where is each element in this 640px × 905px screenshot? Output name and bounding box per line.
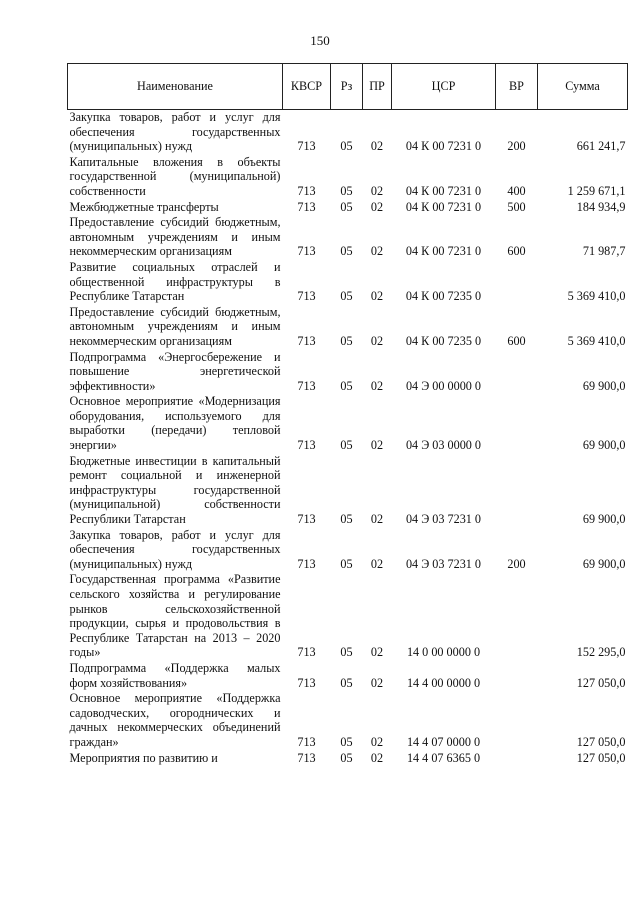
row-rz: 05 — [340, 183, 353, 198]
table-row — [68, 661, 628, 691]
row-name: Основное мероприятие «Модернизация оборудования, используемого для выработки (передачи) тепловой энергии» — [69, 394, 281, 453]
table-row — [68, 155, 628, 200]
row-name: Основное мероприятие «Поддержка садоводческих, огороднических и дачных некоммерческих объединений граждан» — [69, 691, 281, 749]
row-name: Предоставление субсидий бюджетным, автономным учреждениям и иным некоммерческим организациям — [69, 215, 281, 259]
table-row — [68, 260, 628, 305]
row-rz: 05 — [340, 244, 353, 259]
table-header — [68, 64, 628, 110]
row-vr: 600 — [507, 333, 526, 348]
row-kvsr: 713 — [297, 199, 316, 214]
table-row — [68, 200, 628, 216]
row-csr: 04 Э 00 0000 0 — [405, 378, 482, 393]
row-csr: 14 4 00 0000 0 — [406, 675, 481, 690]
header-kvsr: КВСР — [283, 64, 331, 110]
row-vr: 200 — [507, 556, 526, 571]
row-sum: 69 900,0 — [582, 556, 626, 571]
row-kvsr: 713 — [297, 139, 316, 154]
row-sum: 184 934,9 — [576, 199, 626, 214]
row-pr: 02 — [370, 734, 384, 749]
row-csr: 14 4 07 0000 0 — [406, 734, 481, 749]
row-pr: 02 — [370, 333, 384, 348]
row-kvsr: 713 — [297, 734, 316, 749]
row-csr: 04 Э 03 7231 0 — [405, 512, 482, 527]
row-vr — [496, 751, 538, 767]
row-sum: 5 369 410,0 — [567, 289, 626, 304]
row-rz: 05 — [340, 289, 353, 304]
table-row — [68, 350, 628, 395]
row-vr — [496, 572, 538, 661]
row-vr: 200 — [507, 139, 526, 154]
row-kvsr: 713 — [297, 645, 316, 660]
row-csr: 04 К 00 7235 0 — [405, 289, 482, 304]
row-kvsr: 713 — [297, 244, 316, 259]
row-csr: 04 Э 03 0000 0 — [405, 438, 482, 453]
row-name: Мероприятия по развитию и — [69, 750, 218, 765]
row-csr: 04 К 00 7231 0 — [405, 199, 482, 214]
row-sum: 5 369 410,0 — [567, 333, 626, 348]
table-row — [68, 454, 628, 528]
row-sum: 71 987,7 — [582, 244, 626, 259]
row-pr: 02 — [370, 244, 384, 259]
table-row — [68, 691, 628, 750]
row-kvsr: 713 — [297, 378, 316, 393]
row-csr: 04 К 00 7235 0 — [405, 333, 482, 348]
table-body — [68, 110, 628, 767]
row-vr: 500 — [507, 199, 526, 214]
row-name: Межбюджетные трансферты — [69, 199, 219, 214]
row-name: Государственная программа «Развитие сельского хозяйства и регулирование рынков сельскохозяйственной продукции, сырья и продовольствия в Республике Татарстан на 2013 – 2020 годы» — [69, 572, 281, 660]
budget-table — [67, 63, 628, 766]
header-row — [68, 64, 628, 110]
row-pr: 02 — [370, 289, 384, 304]
row-pr: 02 — [370, 139, 384, 154]
row-vr — [496, 260, 538, 305]
row-vr — [496, 394, 538, 453]
row-pr: 02 — [370, 645, 384, 660]
row-sum: 152 295,0 — [576, 645, 626, 660]
row-rz: 05 — [340, 750, 353, 765]
row-name: Развитие социальных отраслей и общественной инфраструктуры в Республике Татарстан — [69, 259, 281, 304]
row-name: Предоставление субсидий бюджетным, автономным учреждениям и иным некоммерческим организациям — [69, 304, 281, 348]
row-sum: 69 900,0 — [582, 512, 626, 527]
row-sum: 69 900,0 — [582, 378, 626, 393]
table-row — [68, 572, 628, 661]
row-name: Капитальные вложения в объекты государственной (муниципальной) собственности — [69, 154, 281, 198]
row-vr — [496, 661, 538, 691]
table-row — [68, 394, 628, 453]
row-kvsr: 713 — [297, 750, 316, 765]
row-pr: 02 — [370, 750, 384, 765]
row-rz: 05 — [340, 139, 353, 154]
row-pr: 02 — [370, 183, 384, 198]
header-pr: ПР — [363, 64, 392, 110]
row-sum: 69 900,0 — [582, 438, 626, 453]
row-rz: 05 — [340, 199, 353, 214]
row-pr: 02 — [370, 438, 384, 453]
row-sum: 127 050,0 — [576, 750, 626, 765]
table-row — [68, 110, 628, 155]
header-rz: Рз — [331, 64, 363, 110]
row-vr: 400 — [507, 183, 526, 198]
row-name: Закупка товаров, работ и услуг для обеспечения государственных (муниципальных) нужд — [69, 527, 281, 571]
row-kvsr: 713 — [297, 289, 316, 304]
header-csr: ЦСР — [392, 64, 496, 110]
row-rz: 05 — [340, 378, 353, 393]
row-csr: 04 К 00 7231 0 — [405, 244, 482, 259]
row-sum: 1 259 671,1 — [567, 183, 626, 198]
row-rz: 05 — [340, 512, 353, 527]
row-sum: 127 050,0 — [576, 734, 626, 749]
row-sum: 127 050,0 — [576, 675, 626, 690]
row-vr — [496, 691, 538, 750]
row-rz: 05 — [340, 734, 353, 749]
row-rz: 05 — [340, 438, 353, 453]
table-row — [68, 751, 628, 767]
row-rz: 05 — [340, 556, 353, 571]
row-pr: 02 — [370, 199, 384, 214]
row-vr — [496, 454, 538, 528]
row-rz: 05 — [340, 675, 353, 690]
row-name: Подпрограмма «Поддержка малых форм хозяйствования» — [69, 660, 281, 690]
row-csr: 14 0 00 0000 0 — [406, 645, 481, 660]
row-pr: 02 — [370, 556, 384, 571]
row-pr: 02 — [370, 675, 384, 690]
row-csr: 04 К 00 7231 0 — [405, 139, 482, 154]
table-row — [68, 215, 628, 260]
row-kvsr: 713 — [297, 556, 316, 571]
row-csr: 04 Э 03 7231 0 — [405, 556, 482, 571]
row-vr — [496, 350, 538, 395]
row-rz: 05 — [340, 645, 353, 660]
row-vr: 600 — [507, 244, 526, 259]
table-row — [68, 528, 628, 573]
row-kvsr: 713 — [297, 438, 316, 453]
row-pr: 02 — [370, 512, 384, 527]
row-kvsr: 713 — [297, 183, 316, 198]
row-name: Бюджетные инвестиции в капитальный ремонт социальной и инженерной инфраструктуры государственной (муниципальной) собственности Республики Татарстан — [69, 453, 281, 527]
table-row — [68, 305, 628, 350]
row-sum: 661 241,7 — [576, 139, 626, 154]
row-kvsr: 713 — [297, 675, 316, 690]
row-csr: 14 4 07 6365 0 — [406, 750, 481, 765]
row-pr: 02 — [370, 378, 384, 393]
row-rz: 05 — [340, 333, 353, 348]
row-name: Закупка товаров, работ и услуг для обеспечения государственных (муниципальных) нужд — [69, 110, 281, 154]
row-kvsr: 713 — [297, 333, 316, 348]
page-number: 150 — [310, 33, 330, 48]
row-csr: 04 К 00 7231 0 — [405, 183, 482, 198]
row-kvsr: 713 — [297, 512, 316, 527]
row-name: Подпрограмма «Энергосбережение и повышение энергетической эффективности» — [69, 349, 281, 393]
header-sum: Сумма — [538, 64, 628, 110]
header-vr: ВР — [496, 64, 538, 110]
header-name: Наименование — [68, 64, 283, 110]
